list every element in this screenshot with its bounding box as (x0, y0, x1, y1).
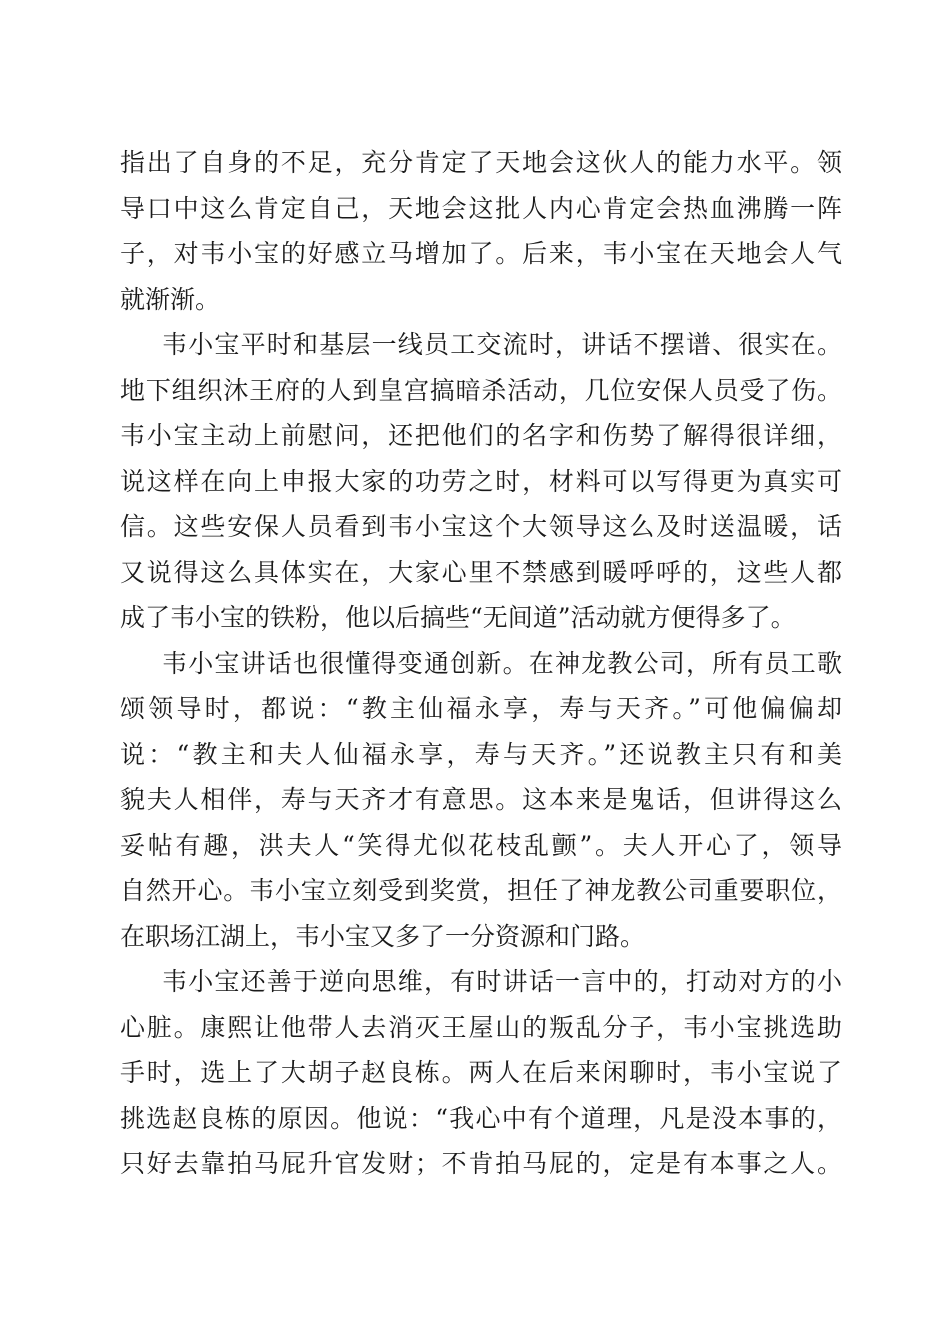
text-line: 就渐渐。 (120, 284, 221, 314)
text-line: 心脏。康熙让他带人去消灭王屋山的叛乱分子，韦小宝挑选助 (120, 1012, 842, 1042)
text-line: 韦小宝平时和基层一线员工交流时，讲话不摆谱、很实在。 (162, 330, 842, 359)
document-page (120, 140, 842, 1187)
text-line: 地下组织沐王府的人到皇宫搞暗杀活动，几位安保人员受了伤。 (120, 375, 842, 405)
paragraph-4 (120, 959, 842, 1187)
text-line: 自然开心。韦小宝立刻受到奖赏，担任了神龙教公司重要职位， (120, 876, 842, 905)
paragraph-2 (120, 322, 842, 641)
text-line: 导口中这么肯定自己，天地会这批人内心肯定会热血沸腾一阵 (120, 193, 842, 223)
text-line: 子，对韦小宝的好感立马增加了。后来，韦小宝在天地会人气 (120, 239, 842, 268)
paragraph-3 (120, 641, 842, 960)
text-line: 貌夫人相伴，寿与天齐才有意思。这本来是鬼话，但讲得这么 (120, 785, 842, 814)
text-line: 只好去靠拍马屁升官发财；不肯拍马屁的，定是有本事之人。 (120, 1149, 842, 1178)
text-line: 指出了自身的不足，充分肯定了天地会这伙人的能力水平。领 (120, 148, 842, 177)
text-line: 成了韦小宝的铁粉，他以后搞些“无间道”活动就方便得多了。 (120, 603, 796, 632)
text-line: 挑选赵良栋的原因。他说：“我心中有个道理，凡是没本事的， (120, 1103, 842, 1133)
paragraph-1 (120, 140, 842, 322)
text-line: 信。这些安保人员看到韦小宝这个大领导这么及时送温暖，话 (120, 512, 842, 541)
text-line: 在职场江湖上，韦小宝又多了一分资源和门路。 (120, 921, 646, 951)
text-line: 韦小宝主动上前慰问，还把他们的名字和伤势了解得很详细， (120, 421, 842, 450)
text-line: 手时，选上了大胡子赵良栋。两人在后来闲聊时，韦小宝说了 (120, 1058, 842, 1087)
text-line: 说这样在向上申报大家的功劳之时，材料可以写得更为真实可 (120, 466, 842, 496)
text-line: 妥帖有趣，洪夫人“笑得尤似花枝乱颤”。夫人开心了，领导 (120, 830, 842, 860)
text-line: 颂领导时，都说：“教主仙福永享，寿与天齐。”可他偏偏却 (120, 694, 842, 723)
text-line: 说：“教主和夫人仙福永享，寿与天齐。”还说教主只有和美 (120, 739, 842, 769)
text-line: 韦小宝还善于逆向思维，有时讲话一言中的，打动对方的小 (162, 967, 842, 996)
text-line: 韦小宝讲话也很懂得变通创新。在神龙教公司，所有员工歌 (162, 648, 842, 678)
text-line: 又说得这么具体实在，大家心里不禁感到暖呼呼的，这些人都 (120, 557, 842, 587)
